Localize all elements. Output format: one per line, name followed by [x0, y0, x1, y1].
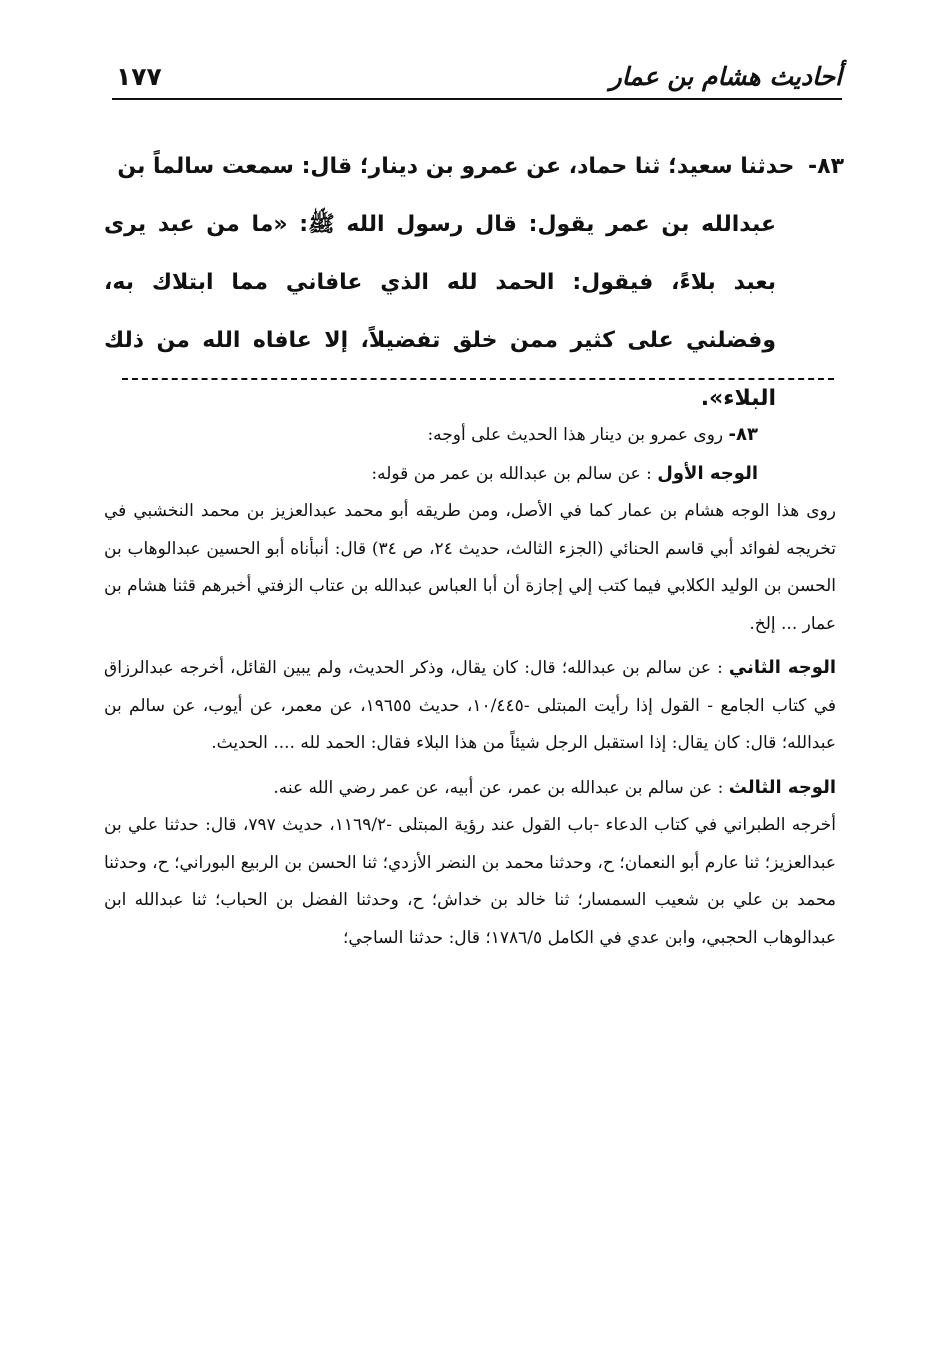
- third-aspect-text: : عن سالم بن عبدالله بن عمر، عن أبيه، عن عمر رضي الله عنه.: [273, 777, 724, 798]
- page-number: ١٧٧: [116, 62, 162, 91]
- notes-intro-text: روى عمرو بن دينار هذا الحديث على أوجه:: [427, 425, 724, 445]
- first-aspect-label: الوجه الأول: [657, 462, 758, 484]
- hadith-number: ٨٣-: [808, 154, 844, 179]
- page-header: [112, 58, 842, 100]
- second-aspect-label: الوجه الثاني: [728, 657, 836, 678]
- notes-number: ٨٣-: [728, 424, 758, 445]
- running-title: أحاديث هشام بن عمار: [609, 62, 842, 91]
- hadith-continuation: عبدالله بن عمر يقول: قال رسول الله ﷺ: «ما من عبد يرى بعبد بلاءً، فيقول: الحمد لله الذي عافاني مما ابتلاك به، وفضلني على كثير ممن خلق تفضيلاً، إلا عافاه الله من ذلك البلاء».: [104, 212, 776, 411]
- footnote-divider: [122, 378, 834, 380]
- second-aspect-text: : عن سالم بن عبدالله؛ قال: كان يقال، وذكر الحديث، ولم يبين القائل، أخرجه عبدالرزاق في كتاب الجامع - القول إذا رأيت المبتلى -١٠/٤٤٥، حديث ١٩٦٥٥، عن معمر، عن أيوب، عن سالم بن عبدالله؛ قال: كان يقال: إذا استقبل الرجل شيئاً من هذا البلاء فقال: الحمد لله .... الحديث.: [104, 658, 836, 753]
- first-aspect-heading-text: : عن سالم بن عبدالله بن عمر من قوله:: [371, 463, 652, 484]
- third-aspect-body: أخرجه الطبراني في كتاب الدعاء -باب القول عند رؤية المبتلى -١١٦٩/٢، حديث ٧٩٧، قال: حدثنا علي بن عبدالعزيز؛ ثنا عارم أبو النعمان؛ ح، وحدثنا محمد بن النضر الأزدي؛ ثنا الحسن بن الربيع البوراني؛ ح، وحدثنا محمد بن علي بن شعيب السمسار؛ ثنا خالد بن خداش؛ ح، وحدثنا الفضل بن الحباب؛ ثنا عبدالله ابن عبدالوهاب الحجبي، وابن عدي في الكامل ١٧٨٦/٥؛ قال: حدثنا الساجي؛: [104, 815, 837, 948]
- second-aspect: [104, 649, 836, 763]
- third-aspect-label: الوجه الثالث: [728, 776, 836, 798]
- first-aspect-heading: [104, 455, 836, 494]
- first-aspect-body: روى هذا الوجه هشام بن عمار كما في الأصل، ومن طريقه أبو محمد عبدالعزيز بن محمد النخشبي في تخريجه لفوائد أبي قاسم الحنائي (الجزء الثالث، حديث ٢٤، ص ٣٤) قال: أنبأناه أبو الحسين عبدالوهاب بن الحسن بن الوليد الكلابي فيما كتب إلي إجازة أن أبا العباس عبدالله بن عتاب الزفتي أخبرهم قثنا هشام بن عمار ... إلخ.: [104, 501, 836, 634]
- hadith-text: [104, 138, 844, 428]
- third-aspect-heading: [104, 769, 836, 808]
- footnotes: [104, 416, 836, 957]
- notes-intro: [104, 416, 836, 455]
- hadith-first-line: حدثنا سعيد؛ ثنا حماد، عن عمرو بن دينار؛ قال: سمعت سالماً بن: [117, 154, 795, 179]
